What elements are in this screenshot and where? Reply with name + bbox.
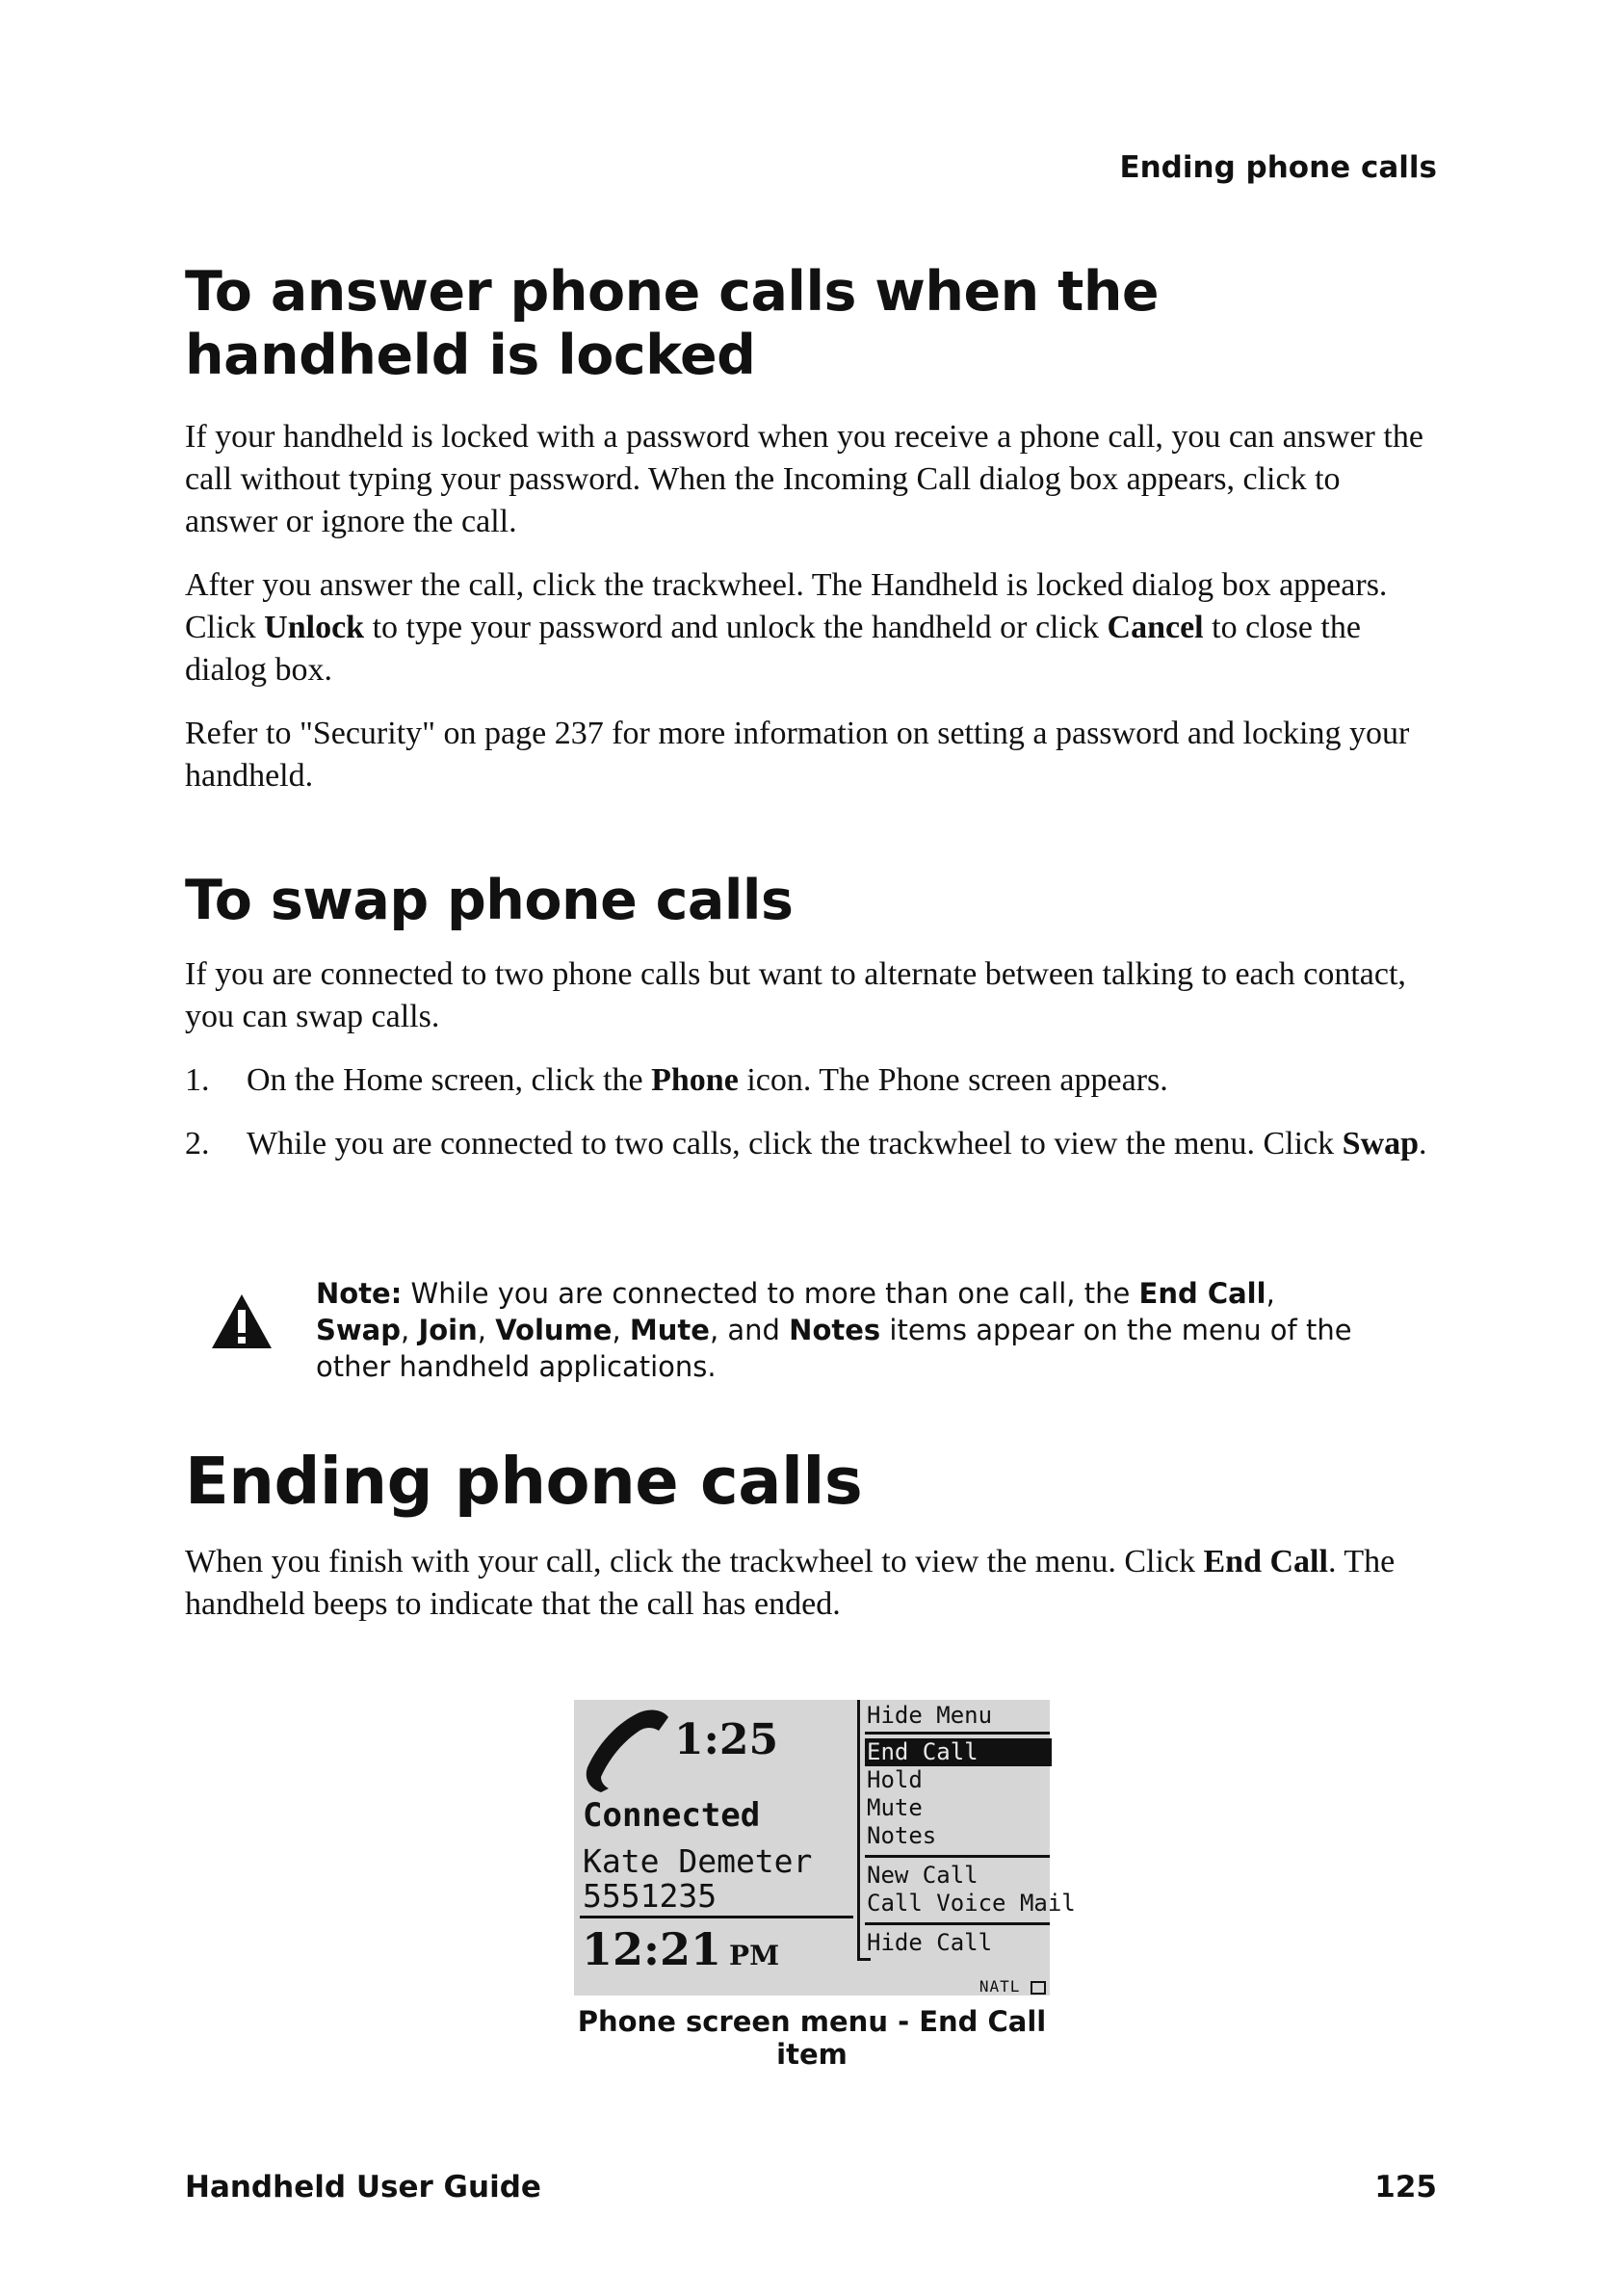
text-run: On the Home screen, click the	[247, 1062, 652, 1098]
text-run: ,	[477, 1314, 496, 1346]
menu-border	[857, 1700, 860, 1960]
menu-item-call-voice-mail[interactable]: Call Voice Mail	[867, 1890, 1076, 1917]
battery-indicator	[979, 1977, 1046, 1996]
phone-screen	[574, 1700, 1076, 1996]
text-run: .	[1419, 1126, 1427, 1161]
menu-item-hide-call[interactable]: Hide Call	[867, 1929, 993, 1956]
note-label: Note:	[316, 1277, 403, 1310]
battery-icon	[1031, 1981, 1046, 1995]
bold-notes: Notes	[789, 1314, 881, 1346]
network-label: NATL	[979, 1977, 1021, 1996]
menu-border-corner	[857, 1958, 871, 1961]
text-run: ,	[612, 1314, 630, 1346]
contact-name: Kate Demeter	[583, 1842, 813, 1880]
page-number: 125	[1374, 2170, 1437, 2205]
bold-unlock: Unlock	[264, 610, 365, 645]
text-run: While you are connected to two calls, click the trackwheel to view the menu. Click	[247, 1126, 1343, 1161]
bold-join: Join	[418, 1314, 478, 1346]
note-text	[316, 1275, 1356, 1385]
menu-item-notes[interactable]: Notes	[867, 1822, 937, 1849]
paragraph-locked-2	[185, 564, 1437, 691]
screen-divider	[580, 1916, 853, 1918]
list-item	[185, 1123, 1437, 1165]
section-ending	[185, 1445, 1437, 1626]
bold-volume: Volume	[495, 1314, 613, 1346]
bold-swap: Swap	[1342, 1126, 1420, 1161]
text-run: When you finish with your call, click the trackwheel to view the menu. Click	[185, 1544, 1204, 1579]
text-run: ,	[401, 1314, 419, 1346]
phone-screen-figure	[574, 1700, 1076, 1996]
bold-cancel: Cancel	[1107, 610, 1204, 645]
paragraph-locked-3: Refer to "Security" on page 237 for more information on setting a password and locking your handheld.	[185, 716, 1410, 794]
bold-mute: Mute	[629, 1314, 710, 1346]
contact-number: 5551235	[583, 1877, 718, 1915]
clock-time: 12:21	[582, 1923, 722, 1975]
text-run: items appear on the menu of the other handheld applications.	[316, 1314, 1352, 1383]
menu-separator	[865, 1922, 1050, 1925]
text-run: icon. The Phone screen appears.	[738, 1062, 1168, 1098]
menu-item-end-call[interactable]: End Call	[865, 1738, 1052, 1766]
text-run: ,	[1266, 1277, 1275, 1310]
bold-phone: Phone	[651, 1062, 739, 1098]
bold-end-call: End Call	[1203, 1544, 1328, 1579]
section-swap	[185, 869, 1437, 1165]
text-run: to close the dialog box.	[185, 610, 1361, 688]
text-run: After you answer the call, click the trackwheel. The Handheld is locked dialog box appears. Click	[185, 567, 1388, 645]
paragraph-locked-1: If your handheld is locked with a password when you receive a phone call, you can answer the call without typing your password. When the Incoming Call dialog box appears, click to answer or ignore the call.	[185, 419, 1423, 539]
menu-item-mute[interactable]: Mute	[867, 1794, 923, 1821]
footer-title: Handheld User Guide	[185, 2170, 541, 2205]
paragraph-swap-intro: If you are connected to two phone calls but want to alternate between talking to each contact, you can swap calls.	[185, 956, 1406, 1034]
heading-ending: Ending phone calls	[185, 1444, 863, 1519]
paragraph-ending	[185, 1541, 1437, 1626]
phone-handset-icon	[580, 1706, 672, 1794]
screen-clock	[582, 1923, 779, 1975]
call-timer: 1:25	[674, 1715, 779, 1764]
menu-separator	[865, 1732, 1050, 1735]
list-item	[185, 1059, 1437, 1102]
menu-item-new-call[interactable]: New Call	[867, 1862, 979, 1889]
heading-answer-locked: To answer phone calls when the handheld is locked	[185, 260, 1160, 387]
text-run: While you are connected to more than one call, the	[402, 1277, 1139, 1310]
figure-caption: Phone screen menu - End Call item	[577, 2005, 1047, 2071]
running-head: Ending phone calls	[1119, 150, 1437, 185]
warning-icon	[210, 1292, 274, 1350]
text-run: to type your password and unlock the handheld or click	[364, 610, 1108, 645]
step-number: 2.	[185, 1126, 210, 1161]
menu-separator	[865, 1855, 1050, 1858]
section-answer-locked	[185, 260, 1437, 797]
swap-steps-list	[185, 1059, 1437, 1165]
call-status: Connected	[583, 1796, 761, 1835]
text-run: , and	[709, 1314, 790, 1346]
clock-ampm: PM	[729, 1940, 780, 1971]
heading-swap: To swap phone calls	[185, 869, 794, 932]
text-run: . The handheld beeps to indicate that the call has ended.	[185, 1544, 1396, 1622]
bold-end-call: End Call	[1138, 1277, 1266, 1310]
bold-swap: Swap	[316, 1314, 402, 1346]
menu-item-hide-menu[interactable]: Hide Menu	[867, 1702, 993, 1729]
step-number: 1.	[185, 1062, 210, 1098]
menu-item-hold[interactable]: Hold	[867, 1766, 923, 1793]
